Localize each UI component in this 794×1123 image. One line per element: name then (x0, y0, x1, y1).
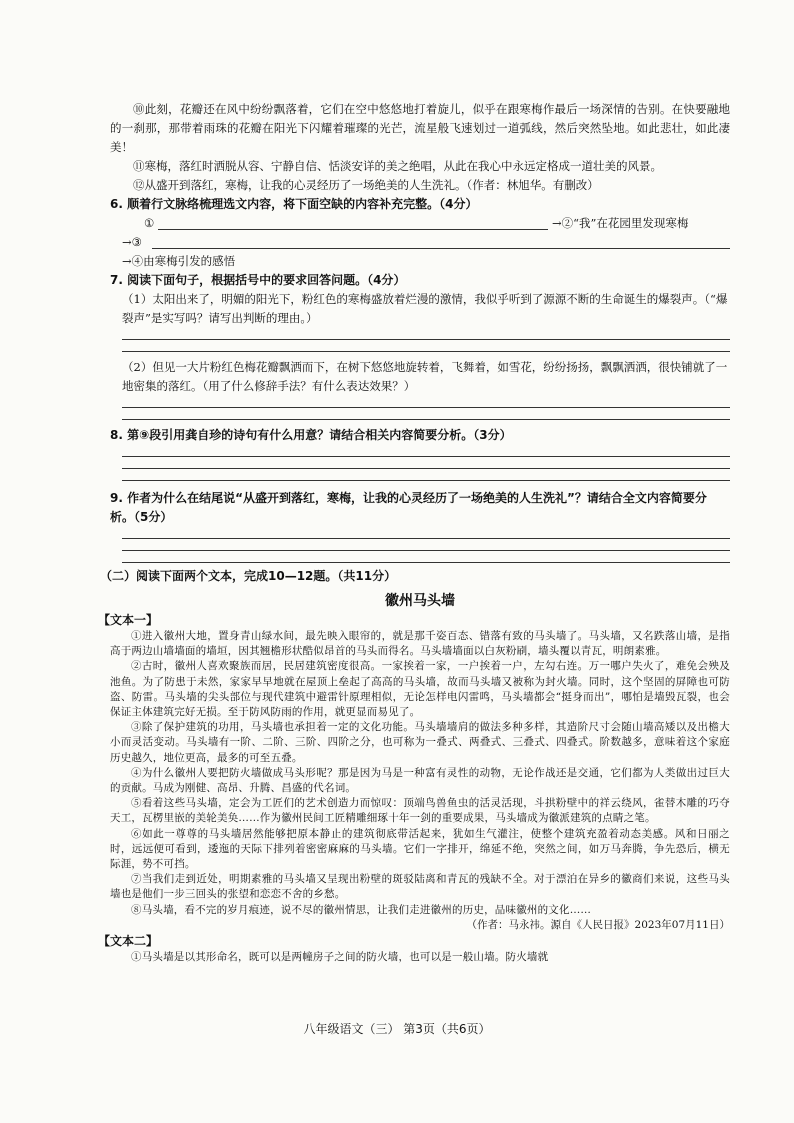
text-1-paragraph-5: ⑤看着这些马头墙，定会为工匠们的艺术创造力而惊叹：顶端鸟兽鱼虫的活灵活现，斗拱粉壁中的祥云绕风，雀替木雕的巧夺天工，瓦楞里嵌的美轮美奂……作为徽州民间工匠精雕细琢十年一剑的重要成果，马头墙成为徽派建筑的点睛之笔。 (110, 797, 730, 825)
q7-sub-1: （1）太阳出来了，明媚的阳光下，粉红色的寒梅盛放着烂漫的激情，我似乎听到了源源不断的生命诞生的爆裂声。（“爆裂声”是实写吗？请写出判断的理由。） (122, 292, 728, 325)
paragraph-11: ⑪寒梅，落红时洒脱从容、宁静自信、恬淡安详的美之绝唱，从此在我心中永远定格成一道壮美的风景。 (133, 159, 662, 173)
text-1-paragraph-1: ①进入徽州大地，置身青山绿水间，最先映入眼帘的，就是那千姿百态、错落有致的马头墙了。马头墙，又名跌落山墙，是指高于两边山墙墙面的墙垣，因其翘檐形状酷似昂首的马头而得名。马头墙墙面以白灰粉刷，墙头覆以青瓦，明朗素雅。 (110, 630, 730, 658)
text-1-paragraph-4: ④为什么徽州人要把防火墙做成马头形呢？那是因为马是一种富有灵性的动物，无论作战还是交通，它们都为人类做出过巨大的贡献。马成为刚健、高昂、升腾、昌盛的代名词。 (110, 766, 730, 795)
text-1-paragraph-6: ⑥如此一尊尊的马头墙居然能够把原本静止的建筑彻底带活起来，犹如生气灌注，使整个建筑充盈着动态美感。风和日丽之时，远远便可看到，逶迤的天际下排列着密密麻麻的马头墙。它们一字排开，绵延不绝，突然之间，如万马奔腾，争先恐后，横无际涯，势不可挡。 (110, 827, 730, 871)
answer-line[interactable] (122, 468, 730, 469)
question-6: 6. 顺着行文脉络梳理选文内容，将下面空缺的内容补充完整。（4分） (110, 197, 478, 211)
answer-line[interactable] (122, 538, 730, 539)
text-2-paragraph-1: ①马头墙是以其形命名，既可以是两幢房子之间的防火墙，也可以是一般山墙。防火墙就 (131, 950, 549, 963)
q6-item-4: →④由寒梅引发的感悟 (122, 254, 236, 268)
page-content (98, 100, 730, 965)
text-1-paragraph-3: ③除了保护建筑的功用，马头墙也承担着一定的文化功能。马头墙墙肩的做法多种多样，其造阶尺寸会随山墙高矮以及出檐大小而灵活变动。马头墙有一阶、二阶、三阶、四阶之分，也可称为一叠式、两叠式、三叠式、四叠式。阶数越多，意味着这个家庭历史越久，地位更高，最多的可至五叠。 (110, 721, 730, 764)
article-title: 徽州马头墙 (385, 593, 455, 609)
question-8: 8. 第⑨段引用龚自珍的诗句有什么用意？请结合相关内容简要分析。（3分） (110, 428, 512, 442)
answer-line[interactable] (122, 339, 730, 340)
paragraph-12: ⑫从盛开到落红，寒梅，让我的心灵经历了一场绝美的人生洗礼。（作者：林旭华。有删改） (133, 178, 599, 192)
q6-row-2 (122, 233, 730, 252)
q6-blank-3-line[interactable] (152, 248, 730, 249)
question-9: 9. 作者为什么在结尾说“从盛开到落红，寒梅，让我的心灵经历了一场绝美的人生洗礼”？请结合全文内容简要分析。（5分） (110, 491, 707, 524)
answer-line[interactable] (122, 456, 730, 457)
text-1-paragraph-7: ⑦当我们走到近处，明期素雅的马头墙又呈现出粉壁的斑驳陆离和青瓦的残缺不全。对于漂泊在异乡的徽商们来说，这些马头墙也是他们一步三回头的张望和恋恋不舍的乡愁。 (110, 873, 730, 901)
section-2-intro: （二）阅读下面两个文本，完成10—12题。（共11分） (100, 569, 397, 583)
q7-sub-2: （2）但见一大片粉红色梅花瓣飘洒而下，在树下悠悠地旋转着，飞舞着，如雪花，纷纷扬扬，飘飘洒洒，很快铺就了一地密集的落红。（用了什么修辞手法？有什么表达效果？） (122, 360, 728, 393)
q6-blank-1-label: ① (144, 216, 155, 230)
answer-line[interactable] (122, 550, 730, 551)
q6-row-3 (122, 252, 730, 271)
q6-item-2: →②“我”在花园里发现寒梅 (552, 216, 689, 230)
text-1-paragraph-8: ⑧马头墙，看不完的岁月痕迹，说不尽的徽州情思，让我们走进徽州的历史，品味徽州的文化…… (131, 903, 592, 916)
text-1-paragraph-2: ②古时，徽州人喜欢聚族而居，民居建筑密度很高。一家挨着一家，一户挨着一户，左勾右连。万一哪户失火了，难免会殃及池鱼。为了防患于未然，家家早早地就在屋顶上垒起了高高的马头墙，故而马头墙又被称为封火墙。同时，这个坚固的屏障也可防盗、防雷。马头墙的尖头部位与现代建筑中避雷针原理相似，无论怎样电闪雷鸣，马头墙都会“挺身而出”，哪怕是墙毁瓦裂，也会保证主体建筑完好无损。至于防风防雨的作用，就更显而易见了。 (110, 660, 730, 719)
paragraph-10: ⑩此刻，花瓣还在风中纷纷飘落着，它们在空中悠悠地打着旋儿，似乎在跟寒梅作最后一场深情的告别。在快要融地的一刹那，那带着雨珠的花瓣在阳光下闪耀着璀璨的光芒，流星般飞速划过一道弧线，然后突然坠地。如此悲壮，如此凄美！ (110, 102, 730, 154)
q6-blank-3-label: →③ (122, 235, 142, 249)
text-1-source: （作者：马永祎。源自《人民日报》2023年07月11日） (466, 918, 730, 931)
text-2-tag: 【文本二】 (98, 933, 159, 948)
text-1-tag: 【文本一】 (98, 613, 159, 627)
page-footer: 八年级语文（三） 第3页（共6页） (303, 1022, 491, 1036)
answer-line[interactable] (122, 407, 730, 408)
q6-row-1 (122, 214, 730, 233)
q6-blank-1-line[interactable] (158, 229, 548, 230)
question-7: 7. 阅读下面句子，根据括号中的要求回答问题。（4分） (110, 273, 406, 287)
